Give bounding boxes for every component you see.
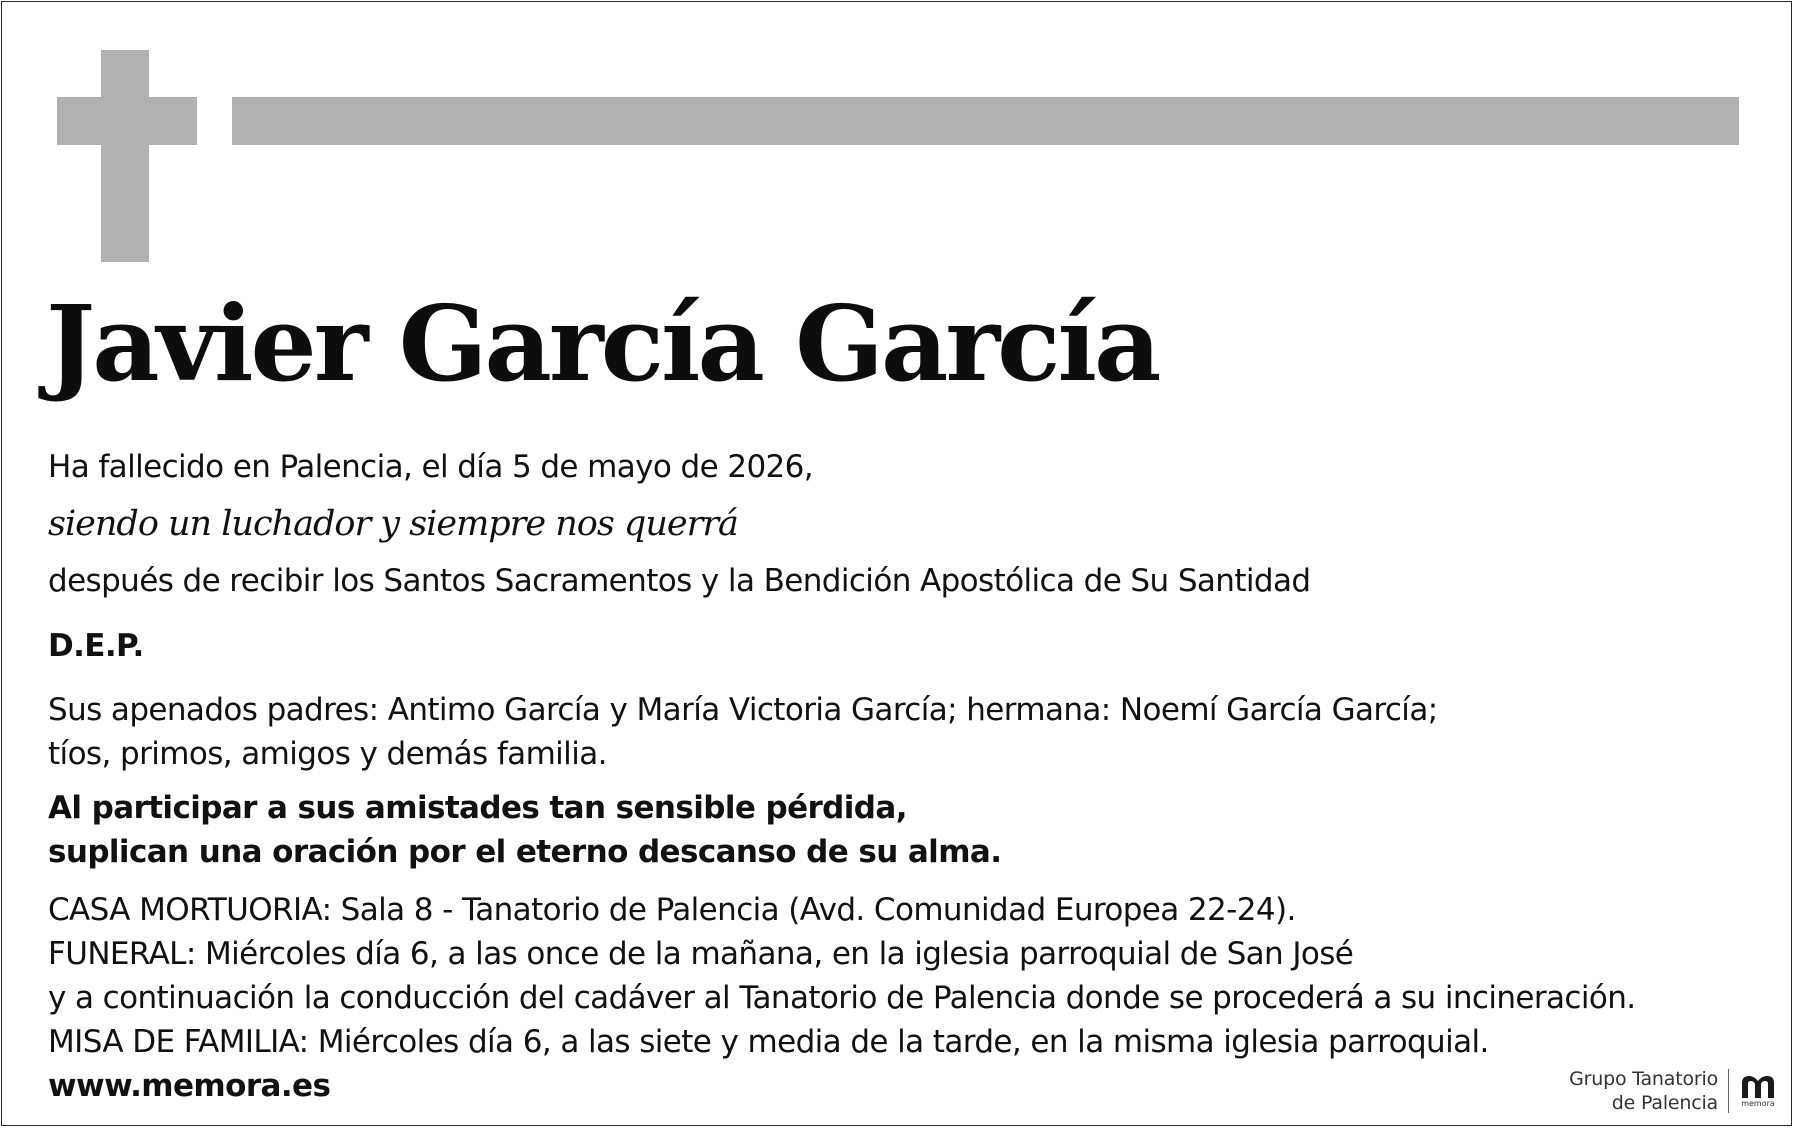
request-line-2: suplican una oración por el eterno descanso de su alma. xyxy=(48,834,1002,870)
logo-brand: memora xyxy=(1741,1099,1775,1108)
memora-m-logo-icon xyxy=(1739,1073,1777,1099)
services-block xyxy=(48,888,1636,1108)
header-band xyxy=(232,97,1739,145)
family-block xyxy=(48,688,1438,776)
memora-logo xyxy=(1739,1073,1777,1109)
logo-text xyxy=(1569,1067,1718,1115)
website-link[interactable]: www.memora.es xyxy=(48,1068,331,1104)
funeral-line-1: FUNERAL: Miércoles día 6, a las once de la mañana, en la iglesia parroquial de San José xyxy=(48,936,1354,972)
latin-cross-arm xyxy=(57,97,197,145)
family-line-2: tíos, primos, amigos y demás familia. xyxy=(48,736,607,772)
tanatorio-logo xyxy=(1569,1067,1777,1115)
request-block xyxy=(48,786,1001,874)
logo-line-1: Grupo Tanatorio xyxy=(1569,1068,1718,1090)
logo-line-2: de Palencia xyxy=(1611,1092,1718,1114)
latin-cross-icon xyxy=(101,50,149,262)
death-line: Ha fallecido en Palencia, el día 5 de mayo de 2026, xyxy=(48,449,814,485)
casa-mortuoria-line: CASA MORTUORIA: Sala 8 - Tanatorio de Palencia (Avd. Comunidad Europea 22-24). xyxy=(48,892,1296,928)
misa-line: MISA DE FAMILIA: Miércoles día 6, a las siete y media de la tarde, en la misma iglesia parroquial. xyxy=(48,1024,1489,1060)
motto-line: siendo un luchador y siempre nos querrá xyxy=(48,504,738,544)
logo-divider xyxy=(1728,1069,1729,1113)
sacraments-line: después de recibir los Santos Sacramentos y la Bendición Apostólica de Su Santidad xyxy=(48,563,1311,599)
request-line-1: Al participar a sus amistades tan sensible pérdida, xyxy=(48,790,907,826)
deceased-name: Javier García García xyxy=(46,282,1159,405)
rip-line: D.E.P. xyxy=(48,628,144,664)
funeral-line-2: y a continuación la conducción del cadáver al Tanatorio de Palencia donde se procederá a su incineración. xyxy=(48,980,1636,1016)
family-line-1: Sus apenados padres: Antimo García y María Victoria García; hermana: Noemí García García; xyxy=(48,692,1438,728)
